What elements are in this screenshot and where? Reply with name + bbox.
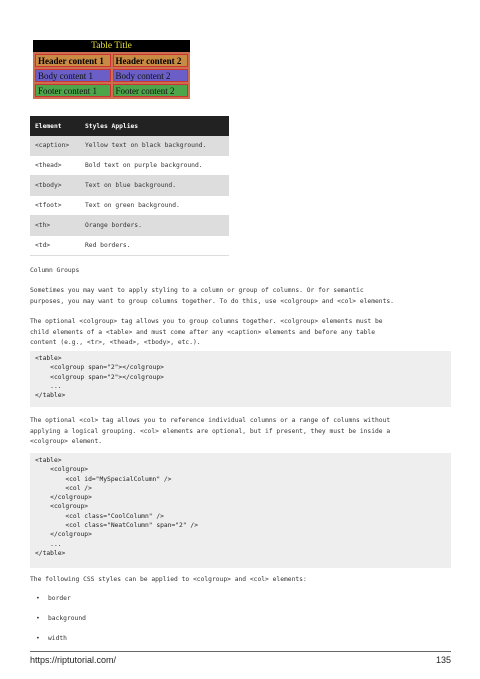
demo-body-cell-2: Body content 2 (113, 69, 189, 82)
styles-cell-applies: Text on green background. (80, 196, 229, 216)
footer-divider (30, 651, 451, 652)
demo-header-cell-2: Header content 2 (113, 54, 189, 67)
demo-footer-cell-1: Footer content 1 (35, 84, 111, 97)
table-row (30, 196, 229, 216)
footer-url: https://riptutorial.com/ (30, 655, 117, 665)
table-row (30, 176, 229, 196)
paragraph: Sometimes you may want to apply styling to a column or group of columns. Or for semantic purposes, you may want to group columns together. To do this, use <colgroup> and <col> elements. (30, 287, 394, 305)
code-block: <table> <colgroup> <col id="MySpecialColumn" /> <col /> </colgroup> <colgroup> <col class="CoolColumn" /> <col class="NeatColumn" span="2" /> </colgroup> ... </table> (30, 453, 451, 568)
styles-cell-applies: Orange borders. (80, 216, 229, 236)
styles-cell-element: <thead> (30, 156, 80, 176)
list-item: • background (30, 614, 230, 634)
table-row (30, 236, 229, 256)
styles-cell-applies: Yellow text on black background. (80, 136, 229, 156)
styles-cell-applies: Bold text on purple background. (80, 156, 229, 176)
demo-body-cell-1: Body content 1 (35, 69, 111, 82)
styles-cell-applies: Text on blue background. (80, 176, 229, 196)
paragraph: The following CSS styles can be applied to <colgroup> and <col> elements: (30, 576, 307, 583)
paragraph: The optional <colgroup> tag allows you to group columns together. <colgroup> elements must be child elements of a <table> and must come after any <caption> elements and before any table content (e.g., <tr>, <thead>, <tbody>, etc.). (30, 318, 383, 347)
styles-cell-element: <caption> (30, 136, 80, 156)
demo-footer-cell-2: Footer content 2 (113, 84, 189, 97)
styles-cell-applies: Red borders. (80, 236, 229, 256)
page-number: 135 (435, 655, 451, 665)
list-item: • border (30, 594, 230, 614)
styles-header-element: Element (30, 116, 80, 136)
paragraph: The optional <col> tag allows you to reference individual columns or a range of columns without applying a logical grouping. <col> elements are optional, but if present, they must be inside a <colgroup> element. (30, 417, 391, 446)
table-row (30, 216, 229, 236)
styles-cell-element: <td> (30, 236, 80, 256)
styles-cell-element: <th> (30, 216, 80, 236)
styles-cell-element: <tbody> (30, 176, 80, 196)
styles-table (30, 116, 229, 256)
styles-cell-element: <tfoot> (30, 196, 80, 216)
demo-table (33, 40, 190, 99)
table-row (30, 136, 229, 156)
demo-table-caption: Table Title (33, 40, 190, 52)
list-item: • width (30, 634, 230, 654)
demo-header-cell-1: Header content 1 (35, 54, 111, 67)
section-heading: Column Groups (30, 267, 80, 274)
table-row (30, 156, 229, 176)
code-block: <table> <colgroup span="2"></colgroup> <colgroup span="2"></colgroup> ... </table> (30, 351, 451, 407)
css-property-list (30, 594, 230, 654)
styles-table-header-row (30, 116, 229, 136)
styles-header-applies: Styles Applies (80, 116, 229, 136)
